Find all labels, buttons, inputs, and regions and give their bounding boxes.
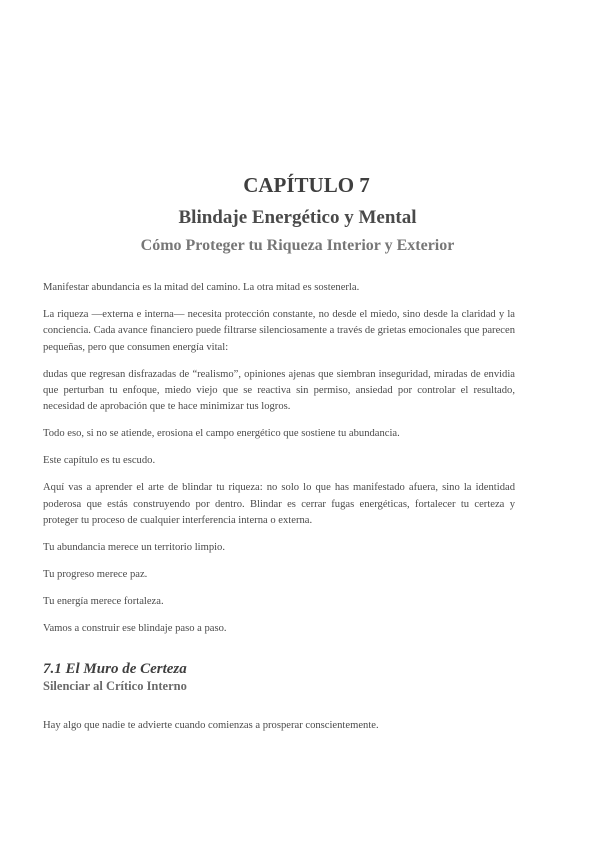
paragraph: Este capítulo es tu escudo. <box>43 455 156 467</box>
paragraph: Tu abundancia merece un territorio limpio. <box>43 541 226 553</box>
paragraph: Tu energía merece fortaleza. <box>43 595 164 607</box>
section-body <box>43 718 515 734</box>
chapter-heading <box>0 170 595 258</box>
section-title: 7.1 El Muro de Certeza <box>43 661 187 677</box>
paragraph: Hay algo que nadie te advierte cuando comienzas a prosperar conscientemente. <box>43 720 379 731</box>
paragraph: Tu progreso merece paz. <box>43 568 148 580</box>
chapter-body <box>43 280 515 648</box>
paragraph: dudas que regresan disfrazadas de “realismo”, opiniones ajenas que siembran inseguridad, miradas de envidia que perturban tu enfoque, miedo viejo que se reactiva sin permiso, ansiedad por controlar el resultado, necesidad de aprobación que te hace minimizar tus logros. <box>43 368 515 413</box>
paragraph: Vamos a construir ese blindaje paso a paso. <box>43 622 227 634</box>
section-heading <box>43 660 515 694</box>
paragraph: Todo eso, si no se atiende, erosiona el campo energético que sostiene tu abundancia. <box>43 428 400 440</box>
paragraph: Manifestar abundancia es la mitad del camino. La otra mitad es sostenerla. <box>43 282 360 293</box>
section-subtitle: Silenciar al Crítico Interno <box>43 679 187 693</box>
chapter-subtitle: Cómo Proteger tu Riqueza Interior y Exterior <box>140 237 455 254</box>
chapter-title: Blindaje Energético y Mental <box>178 207 417 228</box>
chapter-number: CAPÍTULO 7 <box>243 173 370 197</box>
paragraph: La riqueza —externa e interna— necesita protección constante, no desde el miedo, sino desde la claridad y la conciencia. Cada avance financiero puede filtrarse silenciosamente a través de grietas emocionales que parecen pequeñas, pero que consumen energía vital: <box>43 308 515 353</box>
paragraph: Aquí vas a aprender el arte de blindar tu riqueza: no solo lo que has manifestado afuera, sino la identidad poderosa que estás construyendo por dentro. Blindar es cerrar fugas energéticas, fortalecer tu certeza y proteger tu proceso de cualquier interferencia interna o externa. <box>43 482 515 526</box>
